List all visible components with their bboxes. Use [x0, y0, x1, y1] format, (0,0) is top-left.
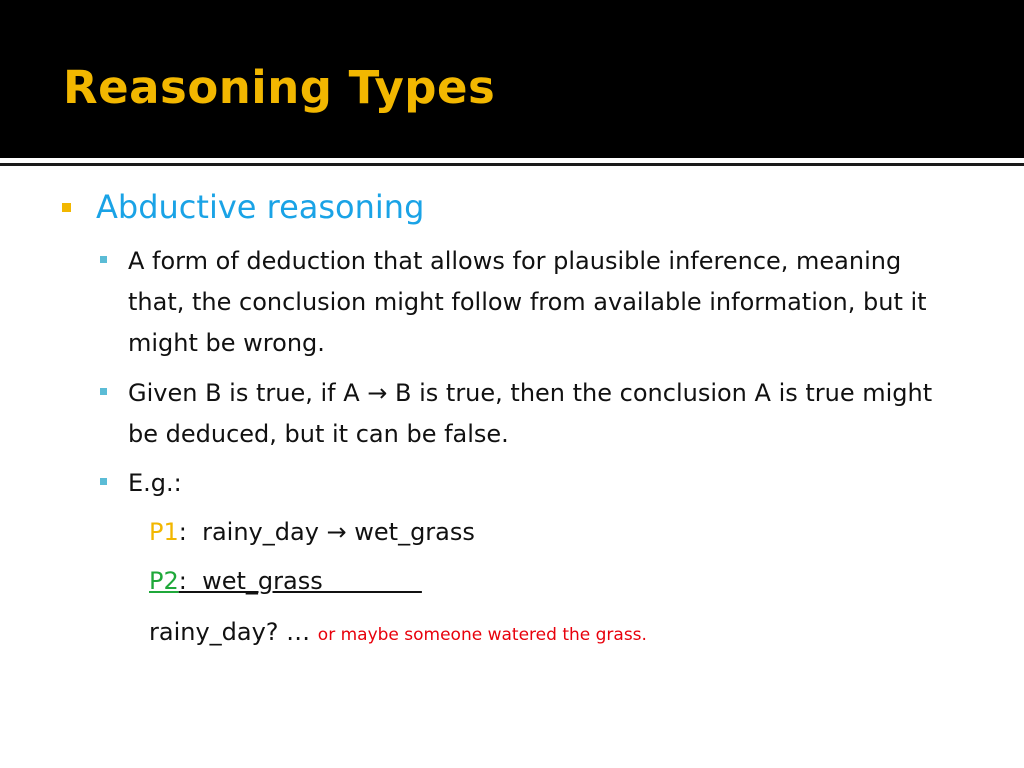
conclusion-note: or maybe someone watered the grass.: [317, 625, 647, 645]
premise-1-text: : rainy_day → wet_grass: [178, 518, 475, 546]
conclusion-line: [149, 612, 647, 656]
premise-2-label: P2: [149, 567, 179, 595]
bullet-text: A form of deduction that allows for plausible inference, meaning that, the conclusion might follow from available information, but it might be wrong.: [128, 247, 927, 357]
header-divider-shadow: [0, 163, 1024, 166]
square-bullet-icon: [100, 478, 107, 485]
conclusion-text: rainy_day? …: [149, 618, 318, 646]
bullet-level1: [62, 183, 424, 231]
premise-2-text: : wet_grass: [178, 567, 422, 595]
bullet-text: E.g.:: [128, 469, 182, 497]
premise-1: [149, 512, 475, 553]
premise-2: [149, 561, 422, 602]
bullet-text: Given B is true, if A → B is true, then the conclusion A is true might be deduced, but it can be false.: [128, 379, 933, 448]
square-bullet-icon: [100, 388, 107, 395]
slide-title: Reasoning Types: [63, 61, 496, 114]
title-bar: [0, 0, 1024, 158]
square-bullet-icon: [100, 256, 107, 263]
premise-1-label: P1: [149, 518, 179, 546]
square-bullet-icon: [62, 203, 71, 212]
bullet-heading: Abductive reasoning: [96, 188, 425, 226]
